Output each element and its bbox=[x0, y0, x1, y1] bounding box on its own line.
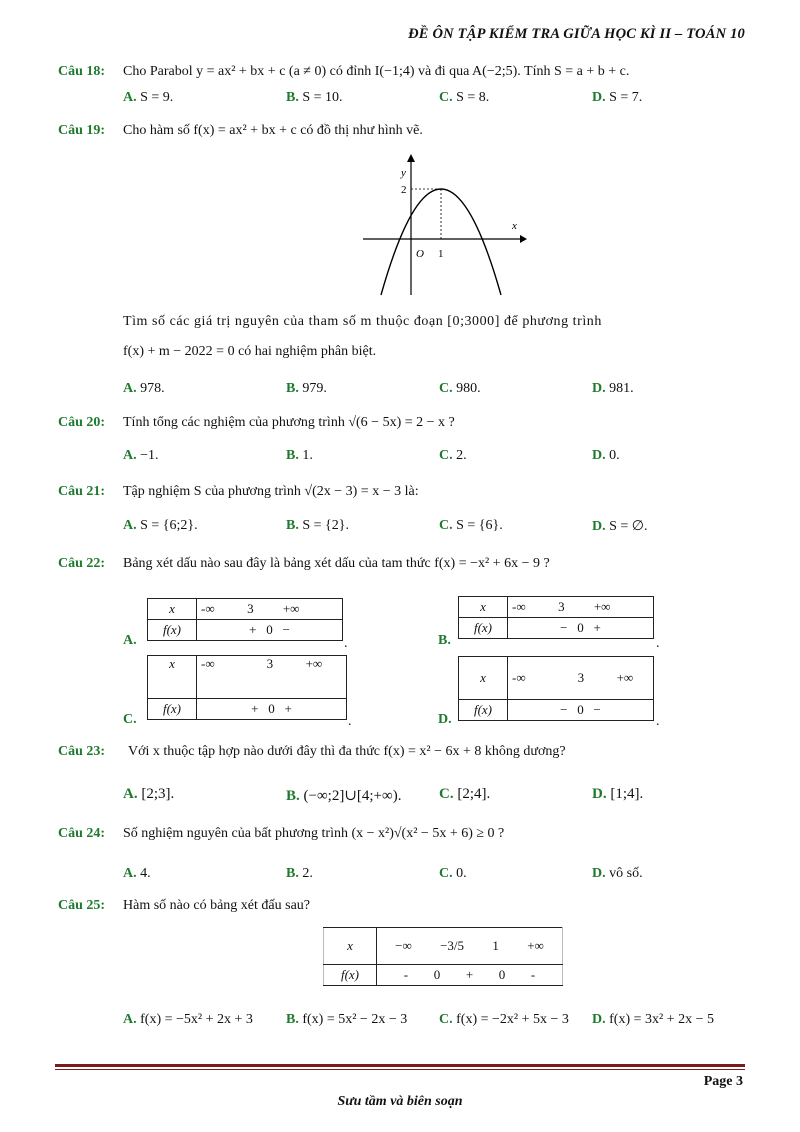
question-25-label: Câu 25: bbox=[58, 898, 106, 913]
option-text: −1. bbox=[140, 448, 159, 463]
option-letter: A. bbox=[123, 381, 137, 396]
table-fx-label: f(x) bbox=[148, 620, 197, 641]
table-b-letter: B. bbox=[438, 633, 451, 648]
table-x-label: x bbox=[148, 656, 197, 699]
table-x-row: -∞ 3 +∞ bbox=[508, 657, 654, 700]
option-c[interactable] bbox=[439, 448, 467, 464]
option-text: S = 10. bbox=[302, 90, 343, 105]
x-axis-label: x bbox=[512, 220, 517, 232]
question-19-text: Cho hàm số f(x) = ax² + bx + c có đồ thị như hình vẽ. bbox=[123, 123, 423, 138]
table-fx-label: f(x) bbox=[148, 699, 197, 720]
option-b[interactable] bbox=[286, 1012, 407, 1028]
sign-table-25[interactable] bbox=[323, 927, 563, 986]
option-c[interactable] bbox=[439, 1012, 569, 1028]
f-sign: 0 bbox=[433, 967, 441, 982]
option-text: 0. bbox=[609, 448, 620, 463]
option-letter: A. bbox=[123, 866, 137, 881]
option-letter: C. bbox=[439, 786, 454, 802]
option-letter: C. bbox=[439, 448, 453, 463]
option-text: 1. bbox=[302, 448, 313, 463]
option-letter: B. bbox=[286, 518, 299, 533]
option-text: 978. bbox=[140, 381, 165, 396]
option-b[interactable] bbox=[286, 786, 401, 805]
page-number: Page 3 bbox=[703, 1074, 743, 1089]
option-text: 4. bbox=[140, 866, 151, 881]
option-c[interactable] bbox=[439, 866, 467, 882]
option-text: S = 7. bbox=[609, 90, 643, 105]
table-x-row: -∞ 3 +∞ bbox=[197, 656, 347, 699]
option-letter: C. bbox=[439, 518, 453, 533]
question-22-label: Câu 22: bbox=[58, 556, 106, 571]
f-sign: - bbox=[530, 967, 536, 982]
option-text: 981. bbox=[609, 381, 634, 396]
question-18-text: Cho Parabol y = ax² + bx + c (a ≠ 0) có đỉnh I(−1;4) và đi qua A(−2;5). Tính S = a + b + c. bbox=[123, 64, 630, 79]
option-text: vô số. bbox=[609, 866, 643, 881]
question-23-text: Với x thuộc tập hợp nào dưới đây thì đa thức f(x) = x² − 6x + 8 không dương? bbox=[128, 744, 566, 759]
sign-table-c[interactable] bbox=[147, 655, 347, 720]
option-text: (−∞;2]∪[4;+∞). bbox=[303, 788, 402, 804]
table-d-letter: D. bbox=[438, 712, 452, 727]
question-25-text: Hàm số nào có bảng xét đấu sau? bbox=[123, 898, 310, 913]
table-x-row bbox=[377, 928, 563, 965]
option-b[interactable] bbox=[286, 90, 343, 106]
option-c[interactable] bbox=[439, 786, 490, 803]
table-fx-label: f(x) bbox=[324, 965, 377, 986]
option-letter: D. bbox=[592, 381, 606, 396]
option-a[interactable] bbox=[123, 518, 198, 534]
table-a-letter: A. bbox=[123, 633, 137, 648]
parabola-graph bbox=[355, 150, 535, 298]
table-fx-label: f(x) bbox=[459, 618, 508, 639]
table-fx-row: − 0 − bbox=[508, 700, 654, 721]
option-text: f(x) = 3x² + 2x − 5 bbox=[609, 1012, 714, 1027]
option-text: 980. bbox=[456, 381, 481, 396]
table-x-label: x bbox=[459, 597, 508, 618]
option-d[interactable] bbox=[592, 518, 648, 535]
option-a[interactable] bbox=[123, 786, 174, 803]
question-21-text: Tập nghiệm S của phương trình √(2x − 3) = x − 3 là: bbox=[123, 484, 419, 499]
option-letter: D. bbox=[592, 90, 606, 105]
option-b[interactable] bbox=[286, 518, 349, 534]
option-d[interactable] bbox=[592, 866, 643, 882]
option-d[interactable] bbox=[592, 90, 642, 106]
option-letter: D. bbox=[592, 448, 606, 463]
option-a[interactable] bbox=[123, 866, 151, 882]
footer-divider bbox=[55, 1064, 745, 1067]
option-a[interactable] bbox=[123, 381, 165, 397]
option-letter: B. bbox=[286, 1012, 299, 1027]
option-letter: B. bbox=[286, 788, 300, 804]
f-sign: - bbox=[403, 967, 409, 982]
y-axis-arrow bbox=[407, 154, 415, 162]
option-c[interactable] bbox=[439, 518, 503, 534]
sign-table-b[interactable] bbox=[458, 596, 654, 639]
table-fx-row: + 0 − bbox=[197, 620, 343, 641]
option-letter: A. bbox=[123, 90, 137, 105]
option-letter: A. bbox=[123, 518, 137, 533]
question-23-label: Câu 23: bbox=[58, 744, 106, 759]
option-letter: A. bbox=[123, 786, 138, 802]
option-letter: A. bbox=[123, 448, 137, 463]
table-fx-row bbox=[377, 965, 563, 986]
option-a[interactable] bbox=[123, 90, 173, 106]
table-c-letter: C. bbox=[123, 712, 137, 727]
option-d[interactable] bbox=[592, 381, 634, 397]
option-c[interactable] bbox=[439, 381, 481, 397]
option-text: S = ∅. bbox=[609, 519, 648, 534]
x-axis-arrow bbox=[520, 235, 527, 243]
option-d[interactable] bbox=[592, 448, 620, 464]
table-x-label: x bbox=[324, 928, 377, 965]
x-value: −∞ bbox=[395, 938, 412, 953]
option-letter: C. bbox=[439, 1012, 453, 1027]
option-c[interactable] bbox=[439, 90, 489, 106]
table-fx-row: − 0 + bbox=[508, 618, 654, 639]
option-letter: D. bbox=[592, 519, 606, 534]
option-text: 979. bbox=[302, 381, 327, 396]
option-letter: A. bbox=[123, 1012, 137, 1027]
option-text: 2. bbox=[302, 866, 313, 881]
option-a[interactable] bbox=[123, 448, 159, 464]
option-text: 0. bbox=[456, 866, 467, 881]
option-letter: C. bbox=[439, 90, 453, 105]
table-x-row: -∞ 3 +∞ bbox=[197, 599, 343, 620]
tick-label-x: 1 bbox=[438, 248, 444, 260]
option-letter: D. bbox=[592, 1012, 606, 1027]
option-b[interactable] bbox=[286, 866, 313, 882]
tick-label-y: 2 bbox=[401, 184, 407, 196]
option-text: [2;4]. bbox=[457, 786, 491, 802]
x-value: 1 bbox=[492, 938, 499, 953]
option-text: f(x) = −2x² + 5x − 3 bbox=[456, 1012, 569, 1027]
option-text: S = {6;2}. bbox=[140, 518, 198, 533]
sign-table-a[interactable] bbox=[147, 598, 343, 641]
table-x-label: x bbox=[148, 599, 197, 620]
option-b[interactable] bbox=[286, 381, 327, 397]
option-text: f(x) = 5x² − 2x − 3 bbox=[302, 1012, 408, 1027]
sign-table-d[interactable] bbox=[458, 656, 654, 721]
option-letter: C. bbox=[439, 866, 453, 881]
table-fx-label: f(x) bbox=[459, 700, 508, 721]
option-text: [2;3]. bbox=[141, 786, 175, 802]
option-text: S = {6}. bbox=[456, 518, 503, 533]
option-b[interactable] bbox=[286, 448, 313, 464]
parabola-curve bbox=[381, 189, 501, 295]
f-sign: + bbox=[465, 967, 474, 982]
question-18-label: Câu 18: bbox=[58, 64, 106, 79]
option-letter: B. bbox=[286, 448, 299, 463]
option-letter: D. bbox=[592, 786, 607, 802]
table-x-label: x bbox=[459, 657, 508, 700]
question-21-label: Câu 21: bbox=[58, 484, 106, 499]
table-fx-row: + 0 + bbox=[197, 699, 347, 720]
option-text: f(x) = −5x² + 2x + 3 bbox=[140, 1012, 253, 1027]
origin-label: O bbox=[416, 248, 424, 260]
footer-credit: Sưu tầm và biên soạn bbox=[337, 1094, 463, 1109]
question-24-label: Câu 24: bbox=[58, 826, 106, 841]
option-d[interactable] bbox=[592, 786, 643, 803]
table-x-row: -∞ 3 +∞ bbox=[508, 597, 654, 618]
footer-divider-thin bbox=[55, 1069, 745, 1070]
question-19-label: Câu 19: bbox=[58, 123, 106, 138]
option-letter: D. bbox=[592, 866, 606, 881]
option-text: S = 8. bbox=[456, 90, 490, 105]
question-19-text-2a: Tìm số các giá trị nguyên của tham số m thuộc đoạn [0;3000] để phương trình bbox=[123, 314, 602, 329]
option-d[interactable] bbox=[592, 1012, 714, 1028]
option-text: S = {2}. bbox=[302, 518, 349, 533]
option-text: 2. bbox=[456, 448, 467, 463]
option-text: S = 9. bbox=[140, 90, 174, 105]
option-text: [1;4]. bbox=[610, 786, 644, 802]
y-axis-label: y bbox=[401, 167, 406, 179]
page-header-title: ĐỀ ÔN TẬP KIỂM TRA GIỮA HỌC KÌ II – TOÁN 10 bbox=[408, 26, 745, 42]
question-20-text: Tính tổng các nghiệm của phương trình √(6 − 5x) = 2 − x ? bbox=[123, 415, 455, 430]
option-a[interactable] bbox=[123, 1012, 253, 1028]
f-sign: 0 bbox=[498, 967, 506, 982]
x-value: +∞ bbox=[527, 938, 544, 953]
option-letter: B. bbox=[286, 866, 299, 881]
option-letter: C. bbox=[439, 381, 453, 396]
question-20-label: Câu 20: bbox=[58, 415, 106, 430]
question-19-text-2b: f(x) + m − 2022 = 0 có hai nghiệm phân biệt. bbox=[123, 344, 377, 359]
option-letter: B. bbox=[286, 381, 299, 396]
question-24-text: Số nghiệm nguyên của bất phương trình (x − x²)√(x² − 5x + 6) ≥ 0 ? bbox=[123, 826, 505, 841]
x-value: −3/5 bbox=[440, 938, 465, 953]
question-22-text: Bảng xét dấu nào sau đây là bảng xét dấu của tam thức f(x) = −x² + 6x − 9 ? bbox=[123, 556, 550, 571]
option-letter: B. bbox=[286, 90, 299, 105]
